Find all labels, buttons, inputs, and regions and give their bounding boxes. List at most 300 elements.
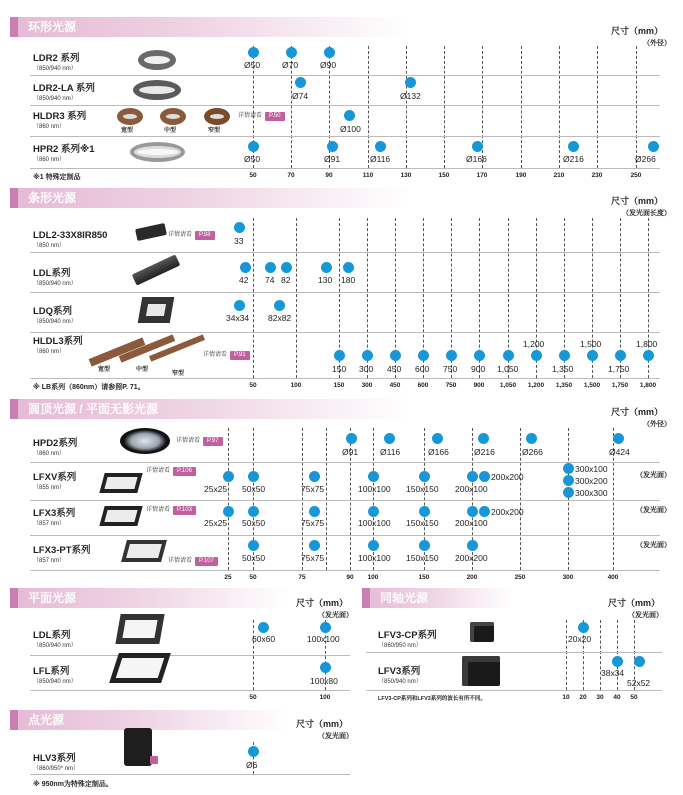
value-dot xyxy=(648,141,659,152)
value-label: 82x82 xyxy=(268,313,292,323)
value-label: 150x150 xyxy=(406,553,439,563)
value-dot xyxy=(405,77,416,88)
ldr2-la-wavelength: （850/940 nm） xyxy=(33,96,77,102)
dome-unit-label: 尺寸（mm） xyxy=(610,407,663,417)
value-label: Ø166 xyxy=(428,447,449,457)
ldl2-wavelength: （850 nm） xyxy=(33,243,66,249)
value-dot xyxy=(615,350,626,361)
value-dot xyxy=(446,350,457,361)
value-label: 300x300 xyxy=(575,488,608,498)
lfv3-wavelength: （850/940 nm） xyxy=(378,679,422,685)
ring-footnote: ※1 特殊定制品 xyxy=(33,174,81,181)
value-dot xyxy=(612,656,623,667)
bar-tick: 100 xyxy=(290,382,302,389)
value-dot xyxy=(563,475,574,486)
value-dot xyxy=(526,433,537,444)
hldr3-size-narrow: 窄型 xyxy=(208,128,221,134)
value-dot xyxy=(309,540,320,551)
value-dot xyxy=(258,622,269,633)
value-label: 150 xyxy=(332,364,347,374)
bar-row-divider xyxy=(30,378,660,379)
value-label: Ø424 xyxy=(609,447,630,457)
ref-page[interactable]: P.106 xyxy=(173,467,196,476)
value-dot xyxy=(587,350,598,361)
lfx3-pt-product-image xyxy=(121,540,167,562)
value-dot xyxy=(368,540,379,551)
value-dot xyxy=(320,622,331,633)
value-dot xyxy=(248,746,259,757)
value-label: Ø50 xyxy=(244,154,261,164)
bar-tick: 600 xyxy=(417,382,429,389)
hldr3-name: HLDR3 系列 xyxy=(33,111,87,122)
ring-gridline xyxy=(444,46,445,168)
value-label: 100x80 xyxy=(310,676,338,686)
bar-row-divider xyxy=(30,252,660,253)
value-dot xyxy=(248,506,259,517)
value-dot xyxy=(390,350,401,361)
ldq-wavelength: （850/940 nm） xyxy=(33,319,77,325)
hpr2-product-image xyxy=(130,142,185,162)
value-dot xyxy=(295,77,306,88)
ring-tick: 70 xyxy=(287,172,295,179)
value-label: 130 xyxy=(318,275,333,285)
dome-unit-sub: （外径） xyxy=(643,421,671,428)
hldl3-size-mid: 中型 xyxy=(136,367,149,373)
dome-tick: 90 xyxy=(346,574,354,581)
value-dot xyxy=(344,110,355,121)
hldl3-ref[interactable] xyxy=(203,351,250,360)
coaxial-gridline xyxy=(566,620,567,690)
bar-tick: 1,350 xyxy=(555,382,573,389)
dome-row-divider xyxy=(30,570,660,571)
ring-gridline xyxy=(597,46,598,168)
value-label: 180 xyxy=(341,275,356,285)
value-dot xyxy=(223,506,234,517)
lfv3-cp-name: LFV3-CP系列 xyxy=(378,630,437,641)
hlv3-product-image xyxy=(124,728,152,766)
value-dot xyxy=(346,433,357,444)
hldr3-wavelength: （860 nm） xyxy=(33,124,66,130)
value-label: 82 xyxy=(281,275,291,285)
value-label: Ø100 xyxy=(340,124,361,134)
value-label: Ø216 xyxy=(563,154,584,164)
ldl2-ref[interactable] xyxy=(168,231,215,240)
value-dot xyxy=(248,47,259,58)
lfl-name: LFL系列 xyxy=(33,666,70,677)
ref-page[interactable]: P.50 xyxy=(265,112,285,121)
dome-emit-label: （发光面） xyxy=(636,507,671,514)
bar-section-header: 条形光源 xyxy=(10,188,410,208)
value-label: 200x100 xyxy=(455,518,488,528)
value-dot xyxy=(563,463,574,474)
ldl-wavelength: （850/940 nm） xyxy=(33,281,77,287)
value-dot xyxy=(286,47,297,58)
bar-footnote: ※ LB系列（860nm）请参照P. 71。 xyxy=(33,384,145,391)
hpd2-wavelength: （860 nm） xyxy=(33,451,66,457)
flat-unit-label: 尺寸（mm） xyxy=(296,598,349,608)
value-dot xyxy=(324,47,335,58)
coaxial-row-divider xyxy=(366,652,662,653)
dome-gridline xyxy=(302,428,303,570)
value-label: Ø116 xyxy=(370,154,391,164)
ref-page[interactable]: P.91 xyxy=(230,351,250,360)
flat-row-divider xyxy=(30,690,350,691)
value-dot xyxy=(578,622,589,633)
value-dot xyxy=(368,471,379,482)
hldl3-name: HLDL3系列 xyxy=(33,336,83,347)
ref-text: 详情请看 xyxy=(203,352,228,358)
lfv3-cp-product-image xyxy=(470,622,494,642)
value-label: 52x52 xyxy=(627,678,651,688)
ring-tick: 190 xyxy=(515,172,527,179)
value-dot xyxy=(384,433,395,444)
dome-tick: 150 xyxy=(418,574,430,581)
lfxv-product-image xyxy=(99,473,142,493)
value-label: 38x34 xyxy=(601,668,625,678)
ldq-name: LDQ系列 xyxy=(33,306,73,317)
value-dot xyxy=(472,141,483,152)
ref-text: 详情请看 xyxy=(238,113,263,119)
value-label: 100x100 xyxy=(358,484,391,494)
hlv3-name: HLV3系列 xyxy=(33,753,76,764)
value-dot xyxy=(223,471,234,482)
value-label: Ø91 xyxy=(324,154,341,164)
value-label: 1,500 xyxy=(580,339,602,349)
value-label: 1,200 xyxy=(523,339,545,349)
ref-text: 详情请看 xyxy=(146,468,171,474)
ldr2-la-product-image xyxy=(133,80,181,100)
coaxial-tick: 40 xyxy=(613,694,621,701)
value-dot xyxy=(467,540,478,551)
dome-tick: 400 xyxy=(607,574,619,581)
bar-tick: 750 xyxy=(445,382,457,389)
ring-gridline xyxy=(368,46,369,168)
bar-tick: 900 xyxy=(473,382,485,389)
ldl2-product-image xyxy=(135,223,167,241)
ring-gridline xyxy=(406,46,407,168)
value-label: 100x100 xyxy=(358,518,391,528)
value-label: Ø90 xyxy=(320,60,337,70)
value-dot xyxy=(531,350,542,361)
ring-tick: 170 xyxy=(476,172,488,179)
value-dot xyxy=(568,141,579,152)
ldr2-product-image xyxy=(138,50,176,70)
dome-tick: 100 xyxy=(367,574,379,581)
ring-gridline xyxy=(521,46,522,168)
ring-gridline xyxy=(636,46,637,168)
value-dot xyxy=(467,471,478,482)
ring-tick: 110 xyxy=(362,172,374,179)
value-dot xyxy=(419,471,430,482)
value-label: 34x34 xyxy=(226,313,250,323)
hldl3-size-narrow: 窄型 xyxy=(172,371,185,377)
value-dot xyxy=(478,433,489,444)
value-label: 450 xyxy=(387,364,402,374)
spot-unit-sub: （发光面） xyxy=(318,733,353,740)
value-label: 25x25 xyxy=(204,518,228,528)
ring-unit-sub: （外径） xyxy=(643,40,671,47)
value-dot xyxy=(281,262,292,273)
value-dot xyxy=(613,433,624,444)
bar-tick: 1,050 xyxy=(499,382,517,389)
value-dot xyxy=(479,471,490,482)
hldr3-size-mid: 中型 xyxy=(164,128,177,134)
flat-ldl-name: LDL系列 xyxy=(33,630,71,641)
value-label: 1,050 xyxy=(497,364,519,374)
value-dot xyxy=(343,262,354,273)
flat-unit-sub: （发光面） xyxy=(318,612,353,619)
value-dot xyxy=(309,471,320,482)
value-dot xyxy=(274,300,285,311)
bar-gridline xyxy=(296,218,297,378)
value-label: 300x100 xyxy=(575,464,608,474)
ldq-product-image xyxy=(138,297,175,323)
value-dot xyxy=(248,471,259,482)
hpr2-name: HPR2 系列※1 xyxy=(33,144,95,155)
coaxial-footnote: LFV3-CP系列和LFV3系列的波长有所不同。 xyxy=(378,696,486,702)
value-dot xyxy=(563,487,574,498)
lfl-product-image xyxy=(109,653,171,683)
coaxial-tick: 30 xyxy=(596,694,604,701)
value-dot xyxy=(327,141,338,152)
value-dot xyxy=(368,506,379,517)
hldr3-mid-image xyxy=(160,108,186,125)
ring-tick: 90 xyxy=(325,172,333,179)
flat-tick: 100 xyxy=(319,694,331,701)
coaxial-unit-sub: （发光面） xyxy=(628,612,663,619)
value-dot xyxy=(559,350,570,361)
dome-gridline xyxy=(326,428,327,570)
ring-row-divider xyxy=(30,136,660,137)
value-dot xyxy=(467,506,478,517)
hpr2-wavelength: （860 nm） xyxy=(33,157,66,163)
flat-ldl-wavelength: （850/940 nm） xyxy=(33,643,77,649)
value-label: 50x50 xyxy=(242,484,266,494)
lfx3-pt-name: LFX3-PT系列 xyxy=(33,545,91,556)
value-label: 200x200 xyxy=(455,553,488,563)
hpd2-ref[interactable] xyxy=(176,437,223,446)
value-label: Ø166 xyxy=(466,154,487,164)
coaxial-section-header: 同轴光源 xyxy=(362,588,512,608)
value-label: 100x100 xyxy=(307,634,340,644)
ring-unit-label: 尺寸（mm） xyxy=(610,26,663,36)
value-dot xyxy=(309,506,320,517)
value-dot xyxy=(432,433,443,444)
hldr3-ref[interactable] xyxy=(238,112,285,121)
ring-tick: 250 xyxy=(630,172,642,179)
hldl3-size-wide: 宽型 xyxy=(98,367,111,373)
value-dot xyxy=(503,350,514,361)
value-label: 25x25 xyxy=(204,484,228,494)
hldr3-narrow-image xyxy=(204,108,230,125)
coaxial-tick: 10 xyxy=(562,694,570,701)
value-dot xyxy=(240,262,251,273)
dome-row-divider xyxy=(30,535,660,536)
spot-row-divider xyxy=(30,774,350,775)
ring-row-divider xyxy=(30,168,660,169)
coaxial-tick: 50 xyxy=(630,694,638,701)
lfx3-ref[interactable] xyxy=(146,506,196,515)
coaxial-gridline xyxy=(600,620,601,690)
value-dot xyxy=(362,350,373,361)
value-label: 200x200 xyxy=(491,472,524,482)
spot-unit-label: 尺寸（mm） xyxy=(296,719,349,729)
dome-tick: 250 xyxy=(514,574,526,581)
hpd2-product-image xyxy=(120,428,170,454)
hlv3-wavelength: （860/950* nm） xyxy=(33,766,80,772)
value-label: 200x200 xyxy=(491,507,524,517)
bar-tick: 450 xyxy=(389,382,401,389)
value-label: Ø216 xyxy=(474,447,495,457)
bar-tick: 50 xyxy=(249,382,257,389)
flat-section-header: 平面光源 xyxy=(10,588,290,608)
bar-unit-sub: （发光面长度） xyxy=(622,210,671,217)
value-label: 60x60 xyxy=(252,634,276,644)
value-label: Ø266 xyxy=(522,447,543,457)
bar-tick: 150 xyxy=(333,382,345,389)
lfxv-name: LFXV系列 xyxy=(33,472,77,483)
lfv3-name: LFV3系列 xyxy=(378,666,421,677)
value-dot xyxy=(234,222,245,233)
ring-tick: 150 xyxy=(438,172,450,179)
value-label: 600 xyxy=(415,364,430,374)
dome-tick: 75 xyxy=(298,574,306,581)
ref-text: 详情请看 xyxy=(176,438,201,444)
bar-tick: 1,500 xyxy=(583,382,601,389)
ref-page[interactable]: P.103 xyxy=(173,506,196,515)
flat-tick: 50 xyxy=(249,694,257,701)
ldl-name: LDL系列 xyxy=(33,268,71,279)
value-dot xyxy=(248,141,259,152)
dome-emit-label: （发光面） xyxy=(636,542,671,549)
bar-unit-label: 尺寸（mm） xyxy=(610,196,663,206)
lfv3-cp-wavelength: （860/950 nm） xyxy=(378,643,422,649)
value-label: Ø132 xyxy=(400,91,421,101)
hldr3-size-wide: 宽型 xyxy=(121,128,134,134)
value-label: Ø116 xyxy=(380,447,401,457)
coaxial-tick: 20 xyxy=(579,694,587,701)
value-label: 42 xyxy=(239,275,249,285)
ldr2-la-name: LDR2-LA 系列 xyxy=(33,83,95,94)
bar-row-divider xyxy=(30,292,660,293)
lfxv-ref[interactable] xyxy=(146,467,196,476)
dome-tick: 50 xyxy=(249,574,257,581)
value-dot xyxy=(643,350,654,361)
value-label: 200x100 xyxy=(455,484,488,494)
dome-row-divider xyxy=(30,500,660,501)
value-label: Ø6 xyxy=(246,760,258,770)
bar-tick: 1,200 xyxy=(527,382,545,389)
dome-gridline xyxy=(228,428,229,570)
ring-tick: 130 xyxy=(400,172,412,179)
lfx3-product-image xyxy=(99,506,142,526)
bar-tick: 300 xyxy=(361,382,373,389)
value-label: 33 xyxy=(234,236,244,246)
value-label: 100x100 xyxy=(358,553,391,563)
value-label: 75x75 xyxy=(301,484,325,494)
dome-tick: 300 xyxy=(562,574,574,581)
ring-row-divider xyxy=(30,75,660,76)
value-dot xyxy=(321,262,332,273)
flat-ldl-product-image xyxy=(115,614,164,644)
bar-tick: 1,800 xyxy=(639,382,657,389)
value-label: Ø50 xyxy=(244,60,261,70)
value-dot xyxy=(234,300,245,311)
hpd2-name: HPD2系列 xyxy=(33,438,78,449)
value-dot xyxy=(419,506,430,517)
coaxial-gridline xyxy=(617,620,618,690)
value-dot xyxy=(419,540,430,551)
bar-gridline xyxy=(253,218,254,378)
value-label: Ø266 xyxy=(635,154,656,164)
value-dot xyxy=(474,350,485,361)
value-label: 750 xyxy=(443,364,458,374)
hldl3-wavelength: （860 nm） xyxy=(33,349,66,355)
value-label: 75x75 xyxy=(301,553,325,563)
value-label: 900 xyxy=(471,364,486,374)
value-label: 20x20 xyxy=(568,634,592,644)
coaxial-row-divider xyxy=(366,690,662,691)
bar-tick: 1,750 xyxy=(611,382,629,389)
value-label: 1,750 xyxy=(608,364,630,374)
ldr2-name: LDR2 系列 xyxy=(33,53,80,64)
value-label: 150x150 xyxy=(406,484,439,494)
ldr2-wavelength: （850/940 nm） xyxy=(33,66,77,72)
ref-text: 详情请看 xyxy=(168,558,193,564)
lfx3-wavelength: （857 nm） xyxy=(33,521,66,527)
ring-tick: 230 xyxy=(591,172,603,179)
lfx3-pt-wavelength: （857 nm） xyxy=(33,558,66,564)
dome-tick: 200 xyxy=(466,574,478,581)
value-dot xyxy=(248,540,259,551)
ref-page[interactable]: P.107 xyxy=(195,557,218,566)
value-label: 75x75 xyxy=(301,518,325,528)
value-label: Ø91 xyxy=(342,447,359,457)
value-label: Ø70 xyxy=(282,60,299,70)
spot-section-header: 点光源 xyxy=(10,710,290,730)
ldl-product-image xyxy=(132,254,181,285)
hldr3-wide-image xyxy=(117,108,143,125)
ref-text: 详情请看 xyxy=(168,232,193,238)
value-dot xyxy=(479,506,490,517)
value-label: 50x50 xyxy=(242,518,266,528)
spot-footnote: ※ 950nm为特殊定制品。 xyxy=(33,781,113,788)
ring-tick: 50 xyxy=(249,172,257,179)
lfl-wavelength: （850/940 nm） xyxy=(33,679,77,685)
value-dot xyxy=(320,662,331,673)
flat-row-divider xyxy=(30,655,350,656)
value-label: 300x200 xyxy=(575,476,608,486)
ref-page[interactable]: P.88 xyxy=(195,231,215,240)
ring-section-header: 环形光源 xyxy=(10,17,410,37)
value-dot xyxy=(265,262,276,273)
ring-row-divider xyxy=(30,105,660,106)
ref-page[interactable]: P.97 xyxy=(203,437,223,446)
dome-gridline xyxy=(568,428,569,570)
ref-text: 详情请看 xyxy=(146,507,171,513)
value-label: 50x50 xyxy=(242,553,266,563)
ring-tick: 210 xyxy=(553,172,565,179)
value-label: 74 xyxy=(265,275,275,285)
value-dot xyxy=(634,656,645,667)
dome-section-header: 圆顶光源 / 平面无影光源 xyxy=(10,399,410,419)
ldl2-name: LDL2-33X8IR850 xyxy=(33,230,108,241)
lfx3-pt-ref[interactable] xyxy=(168,557,218,566)
value-label: 300 xyxy=(359,364,374,374)
ring-gridline xyxy=(559,46,560,168)
dome-tick: 25 xyxy=(224,574,232,581)
lfv3-product-image xyxy=(462,656,500,686)
